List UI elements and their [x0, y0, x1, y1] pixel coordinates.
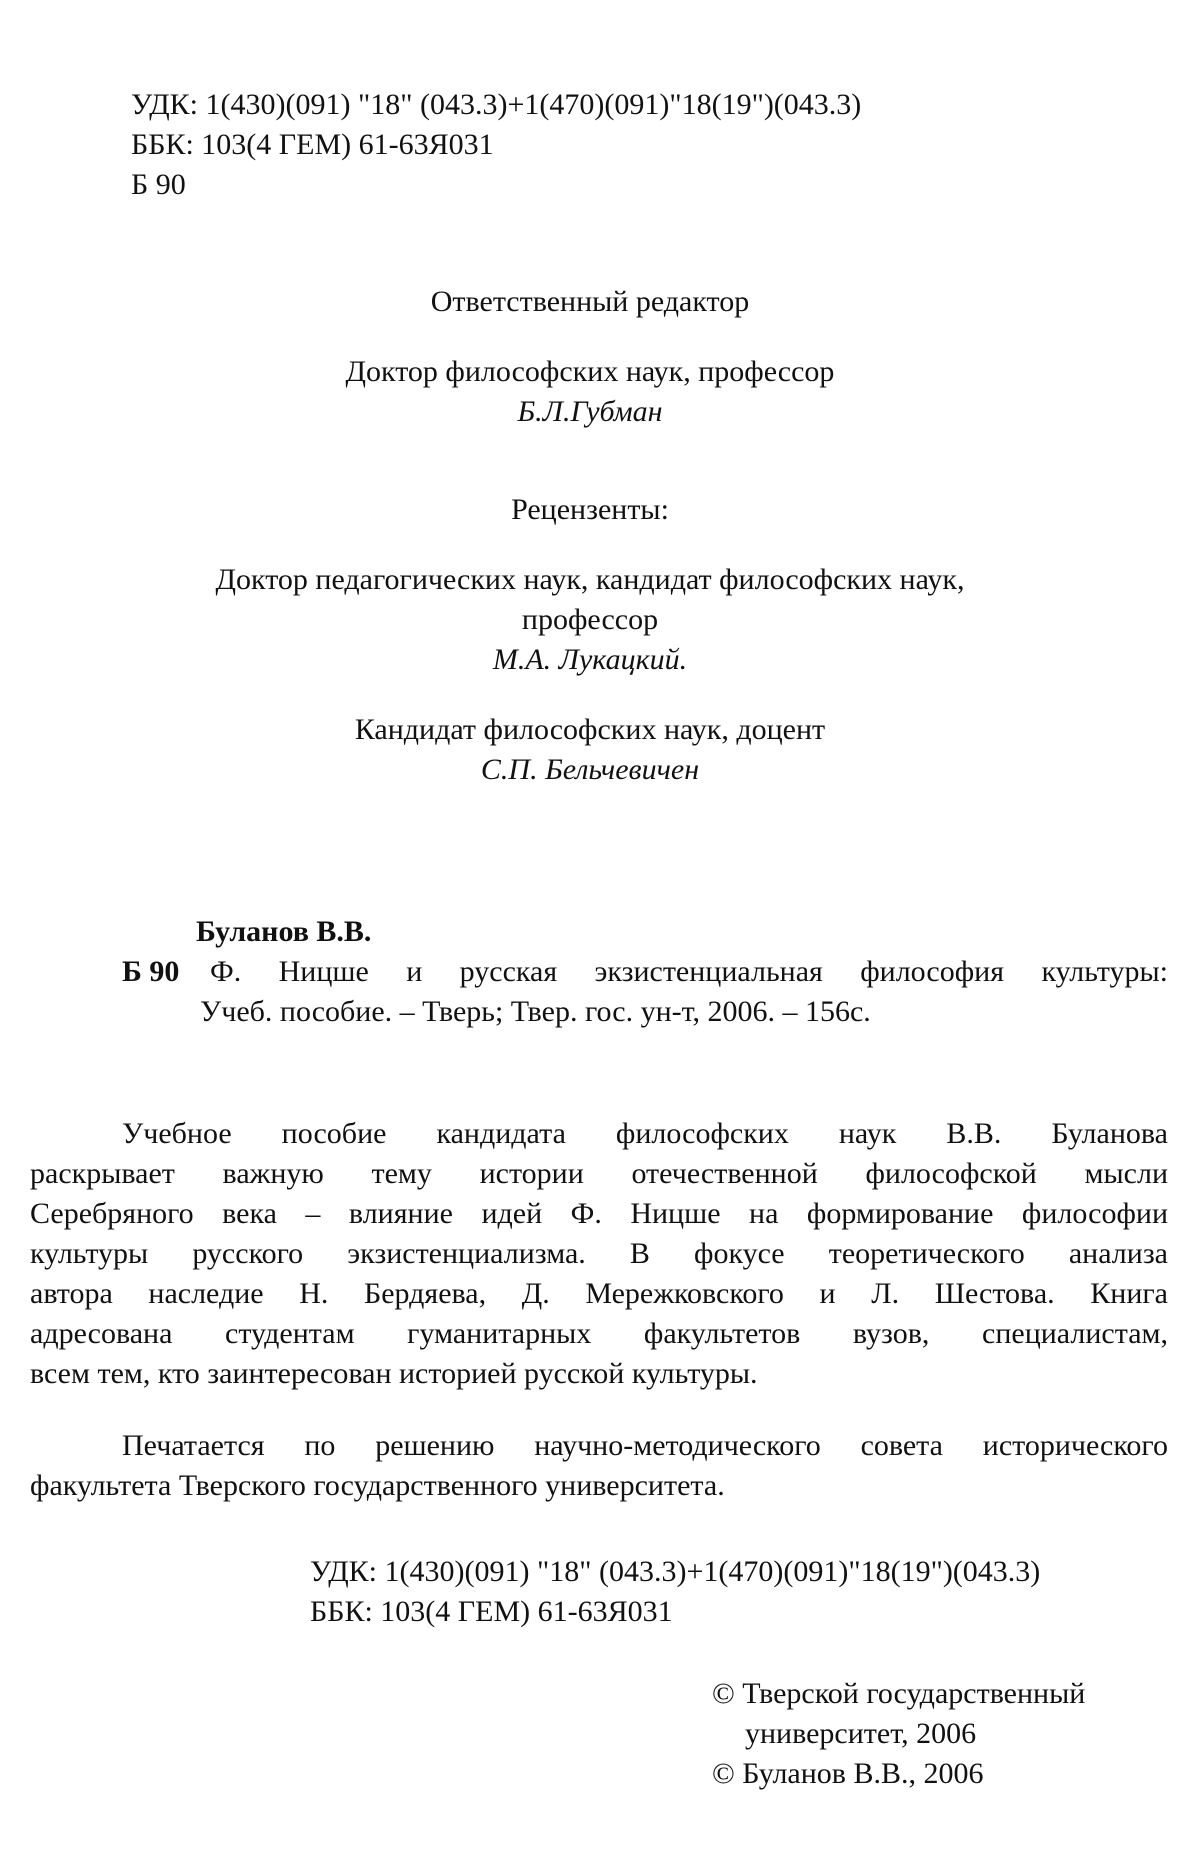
- udk-code-bottom: УДК: 1(430)(091) "18" (043.3)+1(470)(091)"18(19")(043.3): [310, 1555, 1041, 1588]
- copyright-line-3: © Буланов В.В., 2006: [712, 1757, 984, 1790]
- abstract-line-7: всем тем, кто заинтересован историей русской культуры.: [30, 1357, 758, 1390]
- editor-title: Доктор философских наук, профессор: [345, 355, 835, 388]
- reviewer2-name: С.П. Бельчевичен: [480, 753, 700, 786]
- editor-heading: Ответственный редактор: [430, 285, 750, 318]
- bib-code: Б 90: [122, 955, 180, 988]
- bib-title-line: Ф. Ницше и русская экзистенциальная философия культуры:: [210, 955, 1168, 988]
- approval-line-2: факультета Тверского государственного университета.: [30, 1469, 725, 1502]
- abstract-line-6: адресована студентам гуманитарных факультетов вузов, специалистам,: [30, 1317, 1168, 1350]
- reviewer2-title: Кандидат философских наук, доцент: [354, 713, 826, 746]
- copyright-line-2: университет, 2006: [745, 1717, 977, 1750]
- bbk-code-bottom: ББК: 103(4 ГЕМ) 61-63Я031: [310, 1595, 673, 1628]
- author-mark: Б 90: [131, 168, 186, 201]
- abstract-line-2: раскрывает важную тему истории отечественной философской мысли: [30, 1157, 1168, 1190]
- abstract-line-1: Учебное пособие кандидата философских наук В.В. Буланова: [122, 1117, 1168, 1150]
- abstract-line-5: автора наследие Н. Бердяева, Д. Мережковского и Л. Шестова. Книга: [30, 1277, 1168, 1310]
- bbk-code: ББК: 103(4 ГЕМ) 61-63Я031: [131, 128, 494, 161]
- reviewers-heading: Рецензенты:: [511, 493, 669, 526]
- reviewer1-title-line2: профессор: [521, 603, 659, 636]
- bib-publication-line: Учеб. пособие. – Тверь; Твер. гос. ун-т, 2006. – 156с.: [200, 995, 871, 1028]
- bib-author: Буланов В.В.: [196, 915, 372, 948]
- abstract-line-4: культуры русского экзистенциализма. В фокусе теоретического анализа: [30, 1237, 1168, 1270]
- udk-code: УДК: 1(430)(091) "18" (043.3)+1(470)(091)"18(19")(043.3): [131, 88, 862, 121]
- editor-name: Б.Л.Губман: [517, 395, 663, 428]
- approval-line-1: Печатается по решению научно-методического совета исторического: [122, 1429, 1168, 1462]
- reviewer1-title-line1: Доктор педагогических наук, кандидат философских наук,: [215, 563, 965, 596]
- abstract-line-3: Серебряного века – влияние идей Ф. Ницше на формирование философии: [30, 1197, 1168, 1230]
- reviewer1-name: М.А. Лукацкий.: [492, 643, 688, 676]
- copyright-line-1: © Тверской государственный: [712, 1677, 1086, 1710]
